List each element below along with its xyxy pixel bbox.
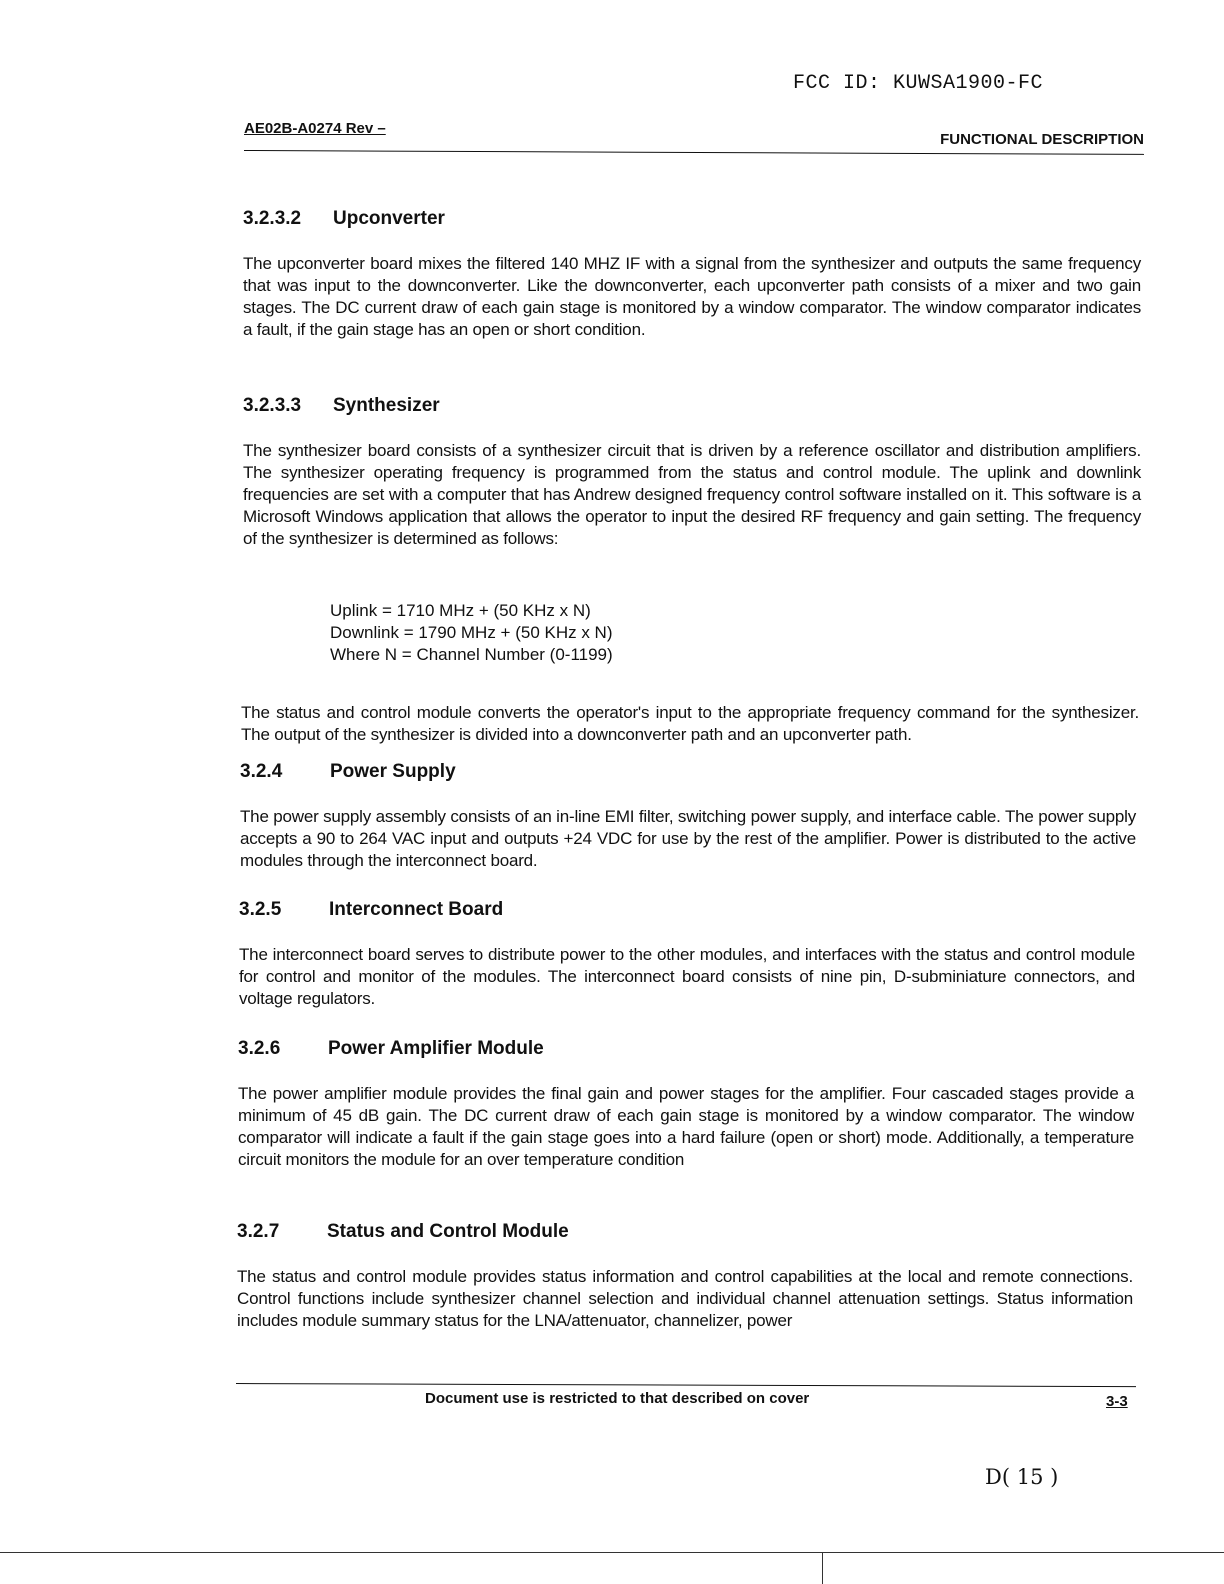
- section-upconverter: [243, 208, 1141, 341]
- section-heading: [243, 395, 1141, 417]
- section-heading: [239, 899, 1135, 921]
- section-synthesizer-cont: [241, 702, 1139, 746]
- fcc-id: FCC ID: KUWSA1900-FC: [793, 72, 1044, 95]
- equation-uplink: Uplink = 1710 MHz + (50 KHz x N): [330, 601, 591, 620]
- handwritten-page-mark: D( 15 ): [985, 1465, 1059, 1489]
- header-rule: [244, 150, 1144, 155]
- section-heading: [243, 208, 1141, 230]
- section-title: Synthesizer: [333, 395, 440, 416]
- section-status-control: [237, 1221, 1133, 1332]
- scan-edge-line: [0, 1552, 1224, 1553]
- section-heading: [237, 1221, 1133, 1243]
- paragraph: The upconverter board mixes the filtered 140 MHZ IF with a signal from the synthesizer and outputs the same frequency that was input to the downconverter. Like the downconverter, each upconverter path consists of a mixer and two gain stages. The DC current draw of each gain stage is monitored by a window comparator. The window comparator indicates a fault, if the gain stage has an open or short condition.: [243, 254, 1141, 339]
- section-title: Power Supply: [330, 761, 456, 782]
- frequency-equations: [330, 600, 613, 666]
- page-number: 3-3: [1106, 1393, 1128, 1410]
- paragraph: The synthesizer board consists of a synthesizer circuit that is driven by a reference oscillator and distribution amplifiers. The synthesizer operating frequency is programmed from the status and control module. The uplink and downlink frequencies are set with a computer that has Andrew designed frequency control software installed on it. This software is a Microsoft Windows application that allows the operator to input the desired RF frequency and gain setting. The frequency of the synthesizer is determined as follows:: [243, 441, 1141, 548]
- doc-title: FUNCTIONAL DESCRIPTION: [940, 131, 1144, 148]
- paragraph: The status and control module converts the operator's input to the appropriate frequency command for the synthesizer. The output of the synthesizer is divided into a downconverter path and an upconverter path.: [241, 703, 1139, 744]
- section-number: 3.2.6: [238, 1038, 281, 1059]
- section-title: Power Amplifier Module: [328, 1038, 544, 1059]
- scan-edge-tick: [822, 1552, 823, 1584]
- equation-where: Where N = Channel Number (0-1199): [330, 645, 613, 664]
- equation-downlink: Downlink = 1790 MHz + (50 KHz x N): [330, 623, 613, 642]
- section-title: Interconnect Board: [329, 899, 504, 920]
- section-number: 3.2.3.3: [243, 395, 302, 416]
- footer-restriction: Document use is restricted to that described on cover: [425, 1390, 810, 1407]
- section-interconnect-board: [239, 899, 1135, 1010]
- section-title: Upconverter: [333, 208, 445, 229]
- section-number: 3.2.3.2: [243, 208, 302, 229]
- section-number: 3.2.7: [237, 1221, 280, 1242]
- section-number: 3.2.4: [240, 761, 283, 782]
- section-number: 3.2.5: [239, 899, 282, 920]
- section-title: Status and Control Module: [327, 1221, 569, 1242]
- paragraph: The status and control module provides status information and control capabilities at the local and remote connections. Control functions include synthesizer channel selection and individual channel attenuation settings. Status information includes module summary status for the LNA/attenuator, channelizer, power: [237, 1267, 1133, 1330]
- paragraph: The interconnect board serves to distribute power to the other modules, and interfaces with the status and control module for control and monitor of the modules. The interconnect board consists of nine pin, D-subminiature connectors, and voltage regulators.: [239, 945, 1135, 1008]
- doc-number: AE02B-A0274 Rev –: [244, 120, 386, 137]
- paragraph: The power supply assembly consists of an in-line EMI filter, switching power supply, and interface cable. The power supply accepts a 90 to 264 VAC input and outputs +24 VDC for use by the rest of the amplifier. Power is distributed to the active modules through the interconnect board.: [240, 807, 1136, 870]
- footer-rule: [236, 1383, 1136, 1387]
- section-heading: [240, 761, 1136, 783]
- section-power-supply: [240, 761, 1136, 872]
- paragraph: The power amplifier module provides the final gain and power stages for the amplifier. Four cascaded stages provide a minimum of 45 dB gain. The DC current draw of each gain stage is monitored by a window comparator. The window comparator will indicate a fault if the gain stage goes into a hard failure (open or short) mode. Additionally, a temperature circuit monitors the module for an over temperature condition: [238, 1084, 1134, 1169]
- section-synthesizer: [243, 395, 1141, 550]
- section-heading: [238, 1038, 1134, 1060]
- section-power-amplifier: [238, 1038, 1134, 1171]
